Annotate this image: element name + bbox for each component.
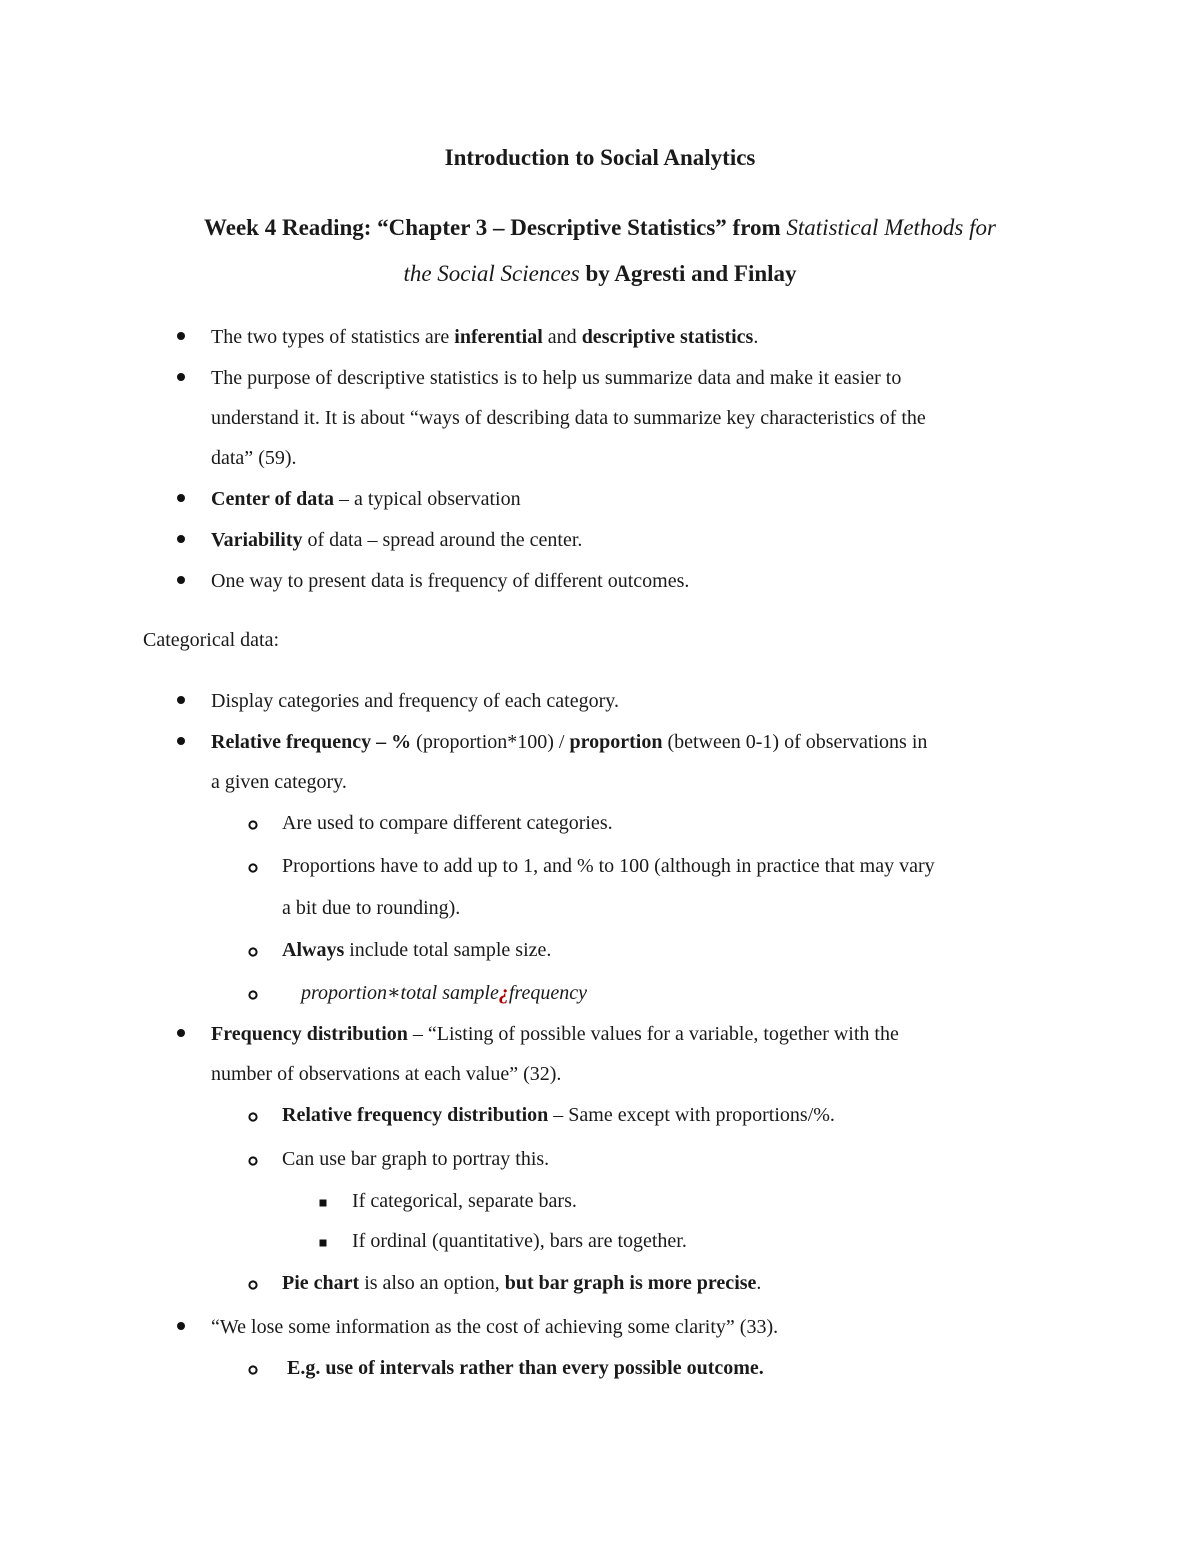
book-title-part1: Statistical Methods for — [786, 215, 996, 240]
list-item-line: understand it. It is about “ways of describing data to summarize key characteristics of the — [211, 407, 926, 429]
sub-sub-list-item: If categorical, separate bars. — [352, 1190, 577, 1212]
sub-sub-list-item: If ordinal (quantitative), bars are together. — [352, 1230, 687, 1252]
list-item-line: data” (59). — [211, 447, 297, 469]
bullet-disc-icon — [176, 736, 186, 746]
document-title: Introduction to Social Analytics — [444, 145, 756, 170]
bullet-disc-icon — [176, 575, 186, 585]
list-item: Variability of data – spread around the center. — [211, 529, 583, 551]
bullet-disc-icon — [176, 331, 186, 341]
list-item: Frequency distribution – “Listing of possible values for a variable, together with the — [211, 1023, 899, 1045]
sub-list-item-line: Proportions have to add up to 1, and % to 100 (although in practice that may vary — [282, 855, 935, 877]
bullet-square-icon — [318, 1235, 328, 1245]
bullet-circle-icon — [248, 1277, 258, 1287]
list-item: Center of data – a typical observation — [211, 488, 521, 510]
sub-list-item: Relative frequency distribution – Same except with proportions/%. — [282, 1104, 835, 1126]
list-item-line: number of observations at each value” (32). — [211, 1063, 562, 1085]
sub-list-item: Always include total sample size. — [282, 939, 552, 961]
formula-error-glyph: ¿ — [498, 982, 509, 1004]
bullet-circle-icon — [248, 1109, 258, 1119]
list-item-line: a given category. — [211, 771, 347, 793]
bullet-square-icon — [318, 1195, 328, 1205]
subtitle-prefix: Week 4 Reading: “Chapter 3 – Descriptive Statistics” from — [204, 215, 787, 240]
bullet-disc-icon — [176, 372, 186, 382]
sub-list-item: E.g. use of intervals rather than every possible outcome. — [287, 1357, 764, 1379]
formula: proportion∗total sample¿frequency — [301, 982, 587, 1004]
bullet-circle-icon — [248, 1362, 258, 1372]
sub-list-item: Are used to compare different categories. — [282, 812, 613, 834]
list-item: Display categories and frequency of each category. — [211, 690, 619, 712]
bullet-circle-icon — [248, 944, 258, 954]
bullet-disc-icon — [176, 1028, 186, 1038]
list-item: Relative frequency – % (proportion*100) / proportion (between 0-1) of observations in — [211, 731, 928, 753]
section-heading: Categorical data: — [143, 629, 280, 651]
sub-list-item: Can use bar graph to portray this. — [282, 1148, 550, 1170]
bullet-circle-icon — [248, 1153, 258, 1163]
bullet-circle-icon — [248, 860, 258, 870]
subtitle-authors: by Agresti and Finlay — [579, 261, 797, 286]
sub-list-item-line: a bit due to rounding). — [282, 897, 461, 919]
book-title-part2: the Social Sciences — [403, 261, 580, 286]
list-item: One way to present data is frequency of different outcomes. — [211, 570, 690, 592]
reading-subtitle — [140, 205, 1060, 297]
bullet-disc-icon — [176, 1321, 186, 1331]
bullet-disc-icon — [176, 534, 186, 544]
list-item: The two types of statistics are inferential and descriptive statistics. — [211, 326, 759, 348]
sub-list-item: Pie chart is also an option, but bar graph is more precise. — [282, 1272, 762, 1294]
bullet-circle-icon — [248, 987, 258, 997]
bullet-disc-icon — [176, 493, 186, 503]
list-item: “We lose some information as the cost of achieving some clarity” (33). — [211, 1316, 779, 1338]
bullet-circle-icon — [248, 817, 258, 827]
list-item-line: The purpose of descriptive statistics is to help us summarize data and make it easier to — [211, 367, 902, 389]
bullet-disc-icon — [176, 695, 186, 705]
